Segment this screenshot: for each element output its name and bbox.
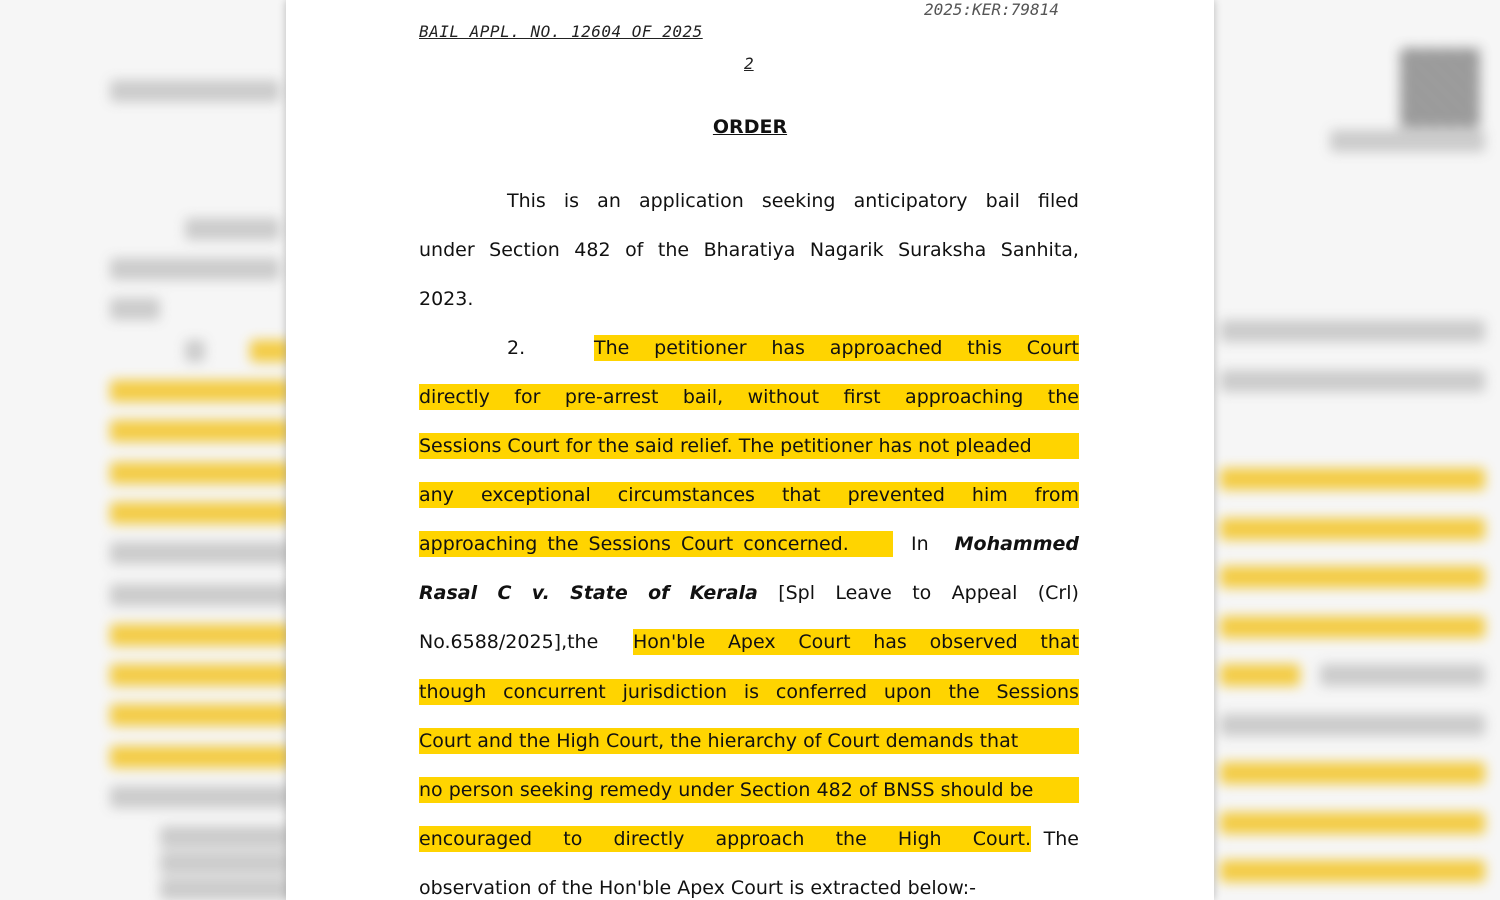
paragraph-line: No.6588/2025],the Hon'ble Apex Court has observed that — [419, 631, 1079, 653]
paragraph-line: 2023. — [419, 288, 474, 310]
paragraph-line: approaching the Sessions Court concerned. In Mohammed — [419, 533, 1079, 555]
qr-code-icon — [1400, 48, 1480, 128]
highlighted-text: encouraged to directly approach the High Court. — [419, 828, 1031, 850]
case-name: Mohammed — [954, 533, 1079, 555]
document-page — [286, 0, 1214, 900]
highlighted-text: though concurrent jurisdiction is conferred upon the Sessions — [419, 681, 1079, 703]
paragraph-line: under Section 482 of the Bharatiya Nagarik Suraksha Sanhita, — [419, 239, 1079, 261]
order-heading: ORDER — [712, 116, 788, 138]
highlighted-text: Court and the High Court, the hierarchy of Court demands that — [419, 728, 1079, 754]
highlighted-text: Hon'ble Apex Court has observed that — [633, 631, 1079, 653]
highlighted-text: The petitioner has approached this Court — [594, 337, 1079, 359]
highlighted-text: directly for pre-arrest bail, without first approaching the — [419, 386, 1079, 408]
paragraph-line: Rasal C v. State of Kerala [Spl Leave to Appeal (Crl) — [419, 582, 1079, 604]
page-number: 2 — [744, 54, 754, 73]
blurred-background-right — [1210, 0, 1500, 900]
case-citation: 2025:KER:79814 — [924, 0, 1059, 19]
paragraph-line: encouraged to directly approach the High Court. The — [419, 828, 1079, 850]
paragraph-number: 2. — [507, 337, 526, 359]
case-number: BAIL APPL. NO. 12604 OF 2025 — [419, 22, 703, 41]
highlighted-text: no person seeking remedy under Section 482 of BNSS should be — [419, 777, 1079, 803]
case-name: Rasal — [419, 582, 478, 604]
highlighted-text: approaching the Sessions Court concerned. — [419, 531, 893, 557]
highlighted-text: any exceptional circumstances that prevented him from — [419, 484, 1079, 506]
paragraph-line: observation of the Hon'ble Apex Court is extracted below:- — [419, 877, 976, 899]
highlighted-text: Sessions Court for the said relief. The petitioner has not pleaded — [419, 433, 1079, 459]
blurred-background-left — [100, 0, 290, 900]
paragraph-line — [419, 335, 1079, 361]
paragraph-line: This is an application seeking anticipatory bail filed — [507, 190, 1079, 212]
